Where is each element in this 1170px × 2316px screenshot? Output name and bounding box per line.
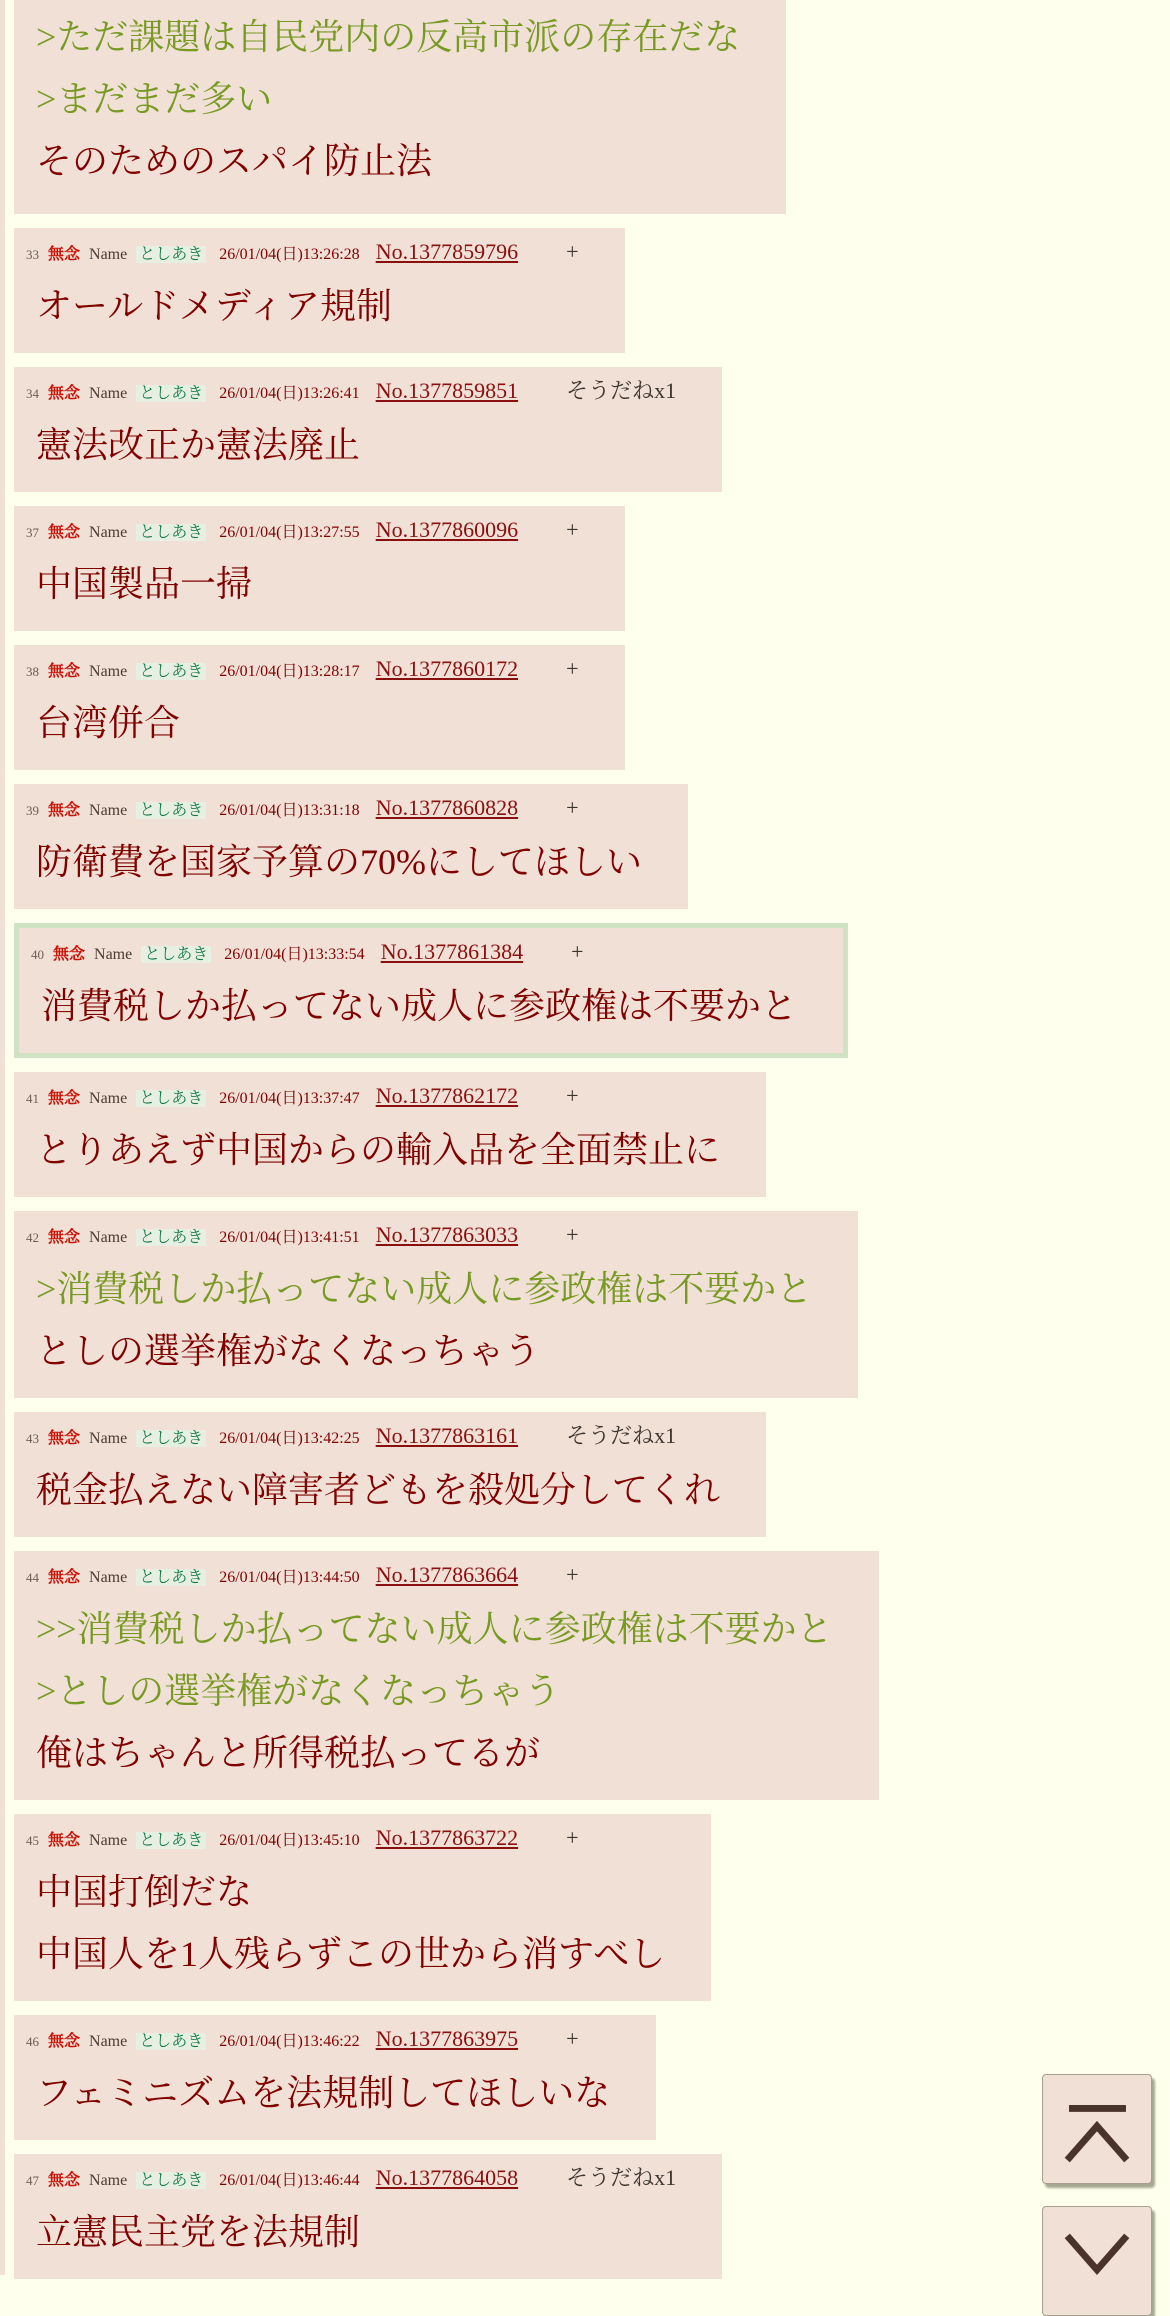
post-header	[26, 1080, 720, 1115]
post	[14, 645, 625, 770]
post-text-line: 消費税しか払ってない成人に参政権は不要かと	[41, 986, 798, 1026]
post-number-link[interactable]: No.1377860096	[375, 517, 519, 542]
post-header	[26, 514, 579, 549]
post-subject: 無念	[48, 385, 81, 402]
post-number-link[interactable]: No.1377863975	[375, 2026, 519, 2051]
post-index: 41	[26, 1091, 39, 1106]
name-label: Name	[89, 1229, 128, 1246]
post-row	[14, 1211, 1170, 1398]
post-index: 34	[26, 386, 39, 401]
post-subject: 無念	[48, 246, 81, 263]
post	[14, 1814, 711, 2001]
post-body	[31, 975, 797, 1037]
post-row	[14, 1072, 1170, 1197]
poster-name: としあき	[136, 663, 206, 680]
sodane-button[interactable]: +	[566, 517, 579, 542]
post-text-line: 中国打倒だな	[36, 1872, 253, 1912]
post-index: 43	[26, 1431, 39, 1446]
post-index: 44	[26, 1570, 39, 1585]
post-text-line: >まだまだ多い	[36, 79, 273, 119]
post	[14, 367, 722, 492]
post-text-line: >ただ課題は自民党内の反高市派の存在だな	[36, 17, 741, 57]
sodane-button[interactable]: そうだねx1	[566, 2165, 677, 2190]
name-label: Name	[89, 663, 128, 680]
post-text-line: 俺はちゃんと所得税払ってるが	[36, 1733, 541, 1773]
post-header	[26, 375, 676, 410]
poster-name: としあき	[136, 1090, 206, 1107]
post-date: 26/01/04(日)13:41:51	[219, 1229, 360, 1246]
post-number-link[interactable]: No.1377859851	[375, 378, 519, 403]
post-text-line: >としの選挙権がなくなっちゃう	[36, 1671, 561, 1711]
post-date: 26/01/04(日)13:26:41	[219, 385, 360, 402]
post-date: 26/01/04(日)13:44:50	[219, 1569, 360, 1586]
post-number-link[interactable]: No.1377861384	[380, 939, 524, 964]
poster-name: としあき	[136, 524, 206, 541]
post-date: 26/01/04(日)13:45:10	[219, 1832, 360, 1849]
poster-name: としあき	[141, 946, 211, 963]
post-partial	[14, 0, 786, 214]
post	[14, 1412, 766, 1537]
post-body	[26, 1119, 720, 1181]
poster-name: としあき	[136, 246, 206, 263]
scroll-bottom-icon	[1043, 2207, 1151, 2315]
post-subject: 無念	[48, 802, 81, 819]
post-number-link[interactable]: No.1377860828	[375, 795, 519, 820]
post-header	[26, 1822, 665, 1857]
post-subject: 無念	[48, 1832, 81, 1849]
sodane-button[interactable]: そうだねx1	[566, 378, 677, 403]
name-label: Name	[89, 2172, 128, 2189]
post-date: 26/01/04(日)13:42:25	[219, 1430, 360, 1447]
sodane-button[interactable]: +	[566, 656, 579, 681]
post	[14, 1551, 879, 1800]
post-text-line: 中国製品一掃	[36, 564, 253, 604]
post-row	[14, 228, 1170, 353]
post-row	[14, 923, 1170, 1058]
poster-name: としあき	[136, 2033, 206, 2050]
post-date: 26/01/04(日)13:28:17	[219, 663, 360, 680]
sodane-button[interactable]: +	[566, 795, 579, 820]
post-number-link[interactable]: No.1377860172	[375, 656, 519, 681]
post-header	[26, 1219, 812, 1254]
scroll-to-bottom-button[interactable]	[1042, 2206, 1152, 2316]
sodane-button[interactable]: +	[566, 1083, 579, 1108]
post-date: 26/01/04(日)13:46:22	[219, 2033, 360, 2050]
post-body	[26, 692, 579, 754]
post	[14, 784, 688, 909]
name-label: Name	[89, 1430, 128, 1447]
post-number-link[interactable]: No.1377859796	[375, 239, 519, 264]
poster-name: としあき	[136, 385, 206, 402]
post-header	[26, 1420, 720, 1455]
name-label: Name	[89, 1090, 128, 1107]
post-body	[26, 2201, 676, 2263]
post-number-link[interactable]: No.1377863161	[375, 1423, 519, 1448]
post-date: 26/01/04(日)13:37:47	[219, 1090, 360, 1107]
post-text-line: 立憲民主党を法規制	[36, 2212, 361, 2252]
post	[14, 1211, 858, 1398]
post-text-line: 憲法改正か憲法廃止	[36, 425, 361, 465]
post-number-link[interactable]: No.1377863033	[375, 1222, 519, 1247]
post-row	[14, 2154, 1170, 2279]
post-text-line: フェミニズムを法規制してほしいな	[36, 2073, 611, 2113]
post-header	[26, 1559, 833, 1594]
post-subject: 無念	[48, 1090, 81, 1107]
name-label: Name	[89, 802, 128, 819]
post-header	[26, 653, 579, 688]
post-subject: 無念	[48, 1430, 81, 1447]
post-date: 26/01/04(日)13:26:28	[219, 246, 360, 263]
scroll-top-icon	[1043, 2075, 1151, 2183]
post-index: 47	[26, 2173, 39, 2188]
post-index: 33	[26, 247, 39, 262]
post-row	[14, 506, 1170, 631]
post-text-line: 台湾併合	[36, 703, 181, 743]
poster-name: としあき	[136, 1832, 206, 1849]
post-text-line: オールドメディア規制	[36, 286, 393, 326]
post	[14, 923, 848, 1058]
post-number-link[interactable]: No.1377863664	[375, 1562, 519, 1587]
post-subject: 無念	[48, 663, 81, 680]
post-body	[26, 414, 676, 476]
post-text-line: >>消費税しか払ってない成人に参政権は不要かと	[36, 1609, 833, 1649]
sodane-button[interactable]: そうだねx1	[566, 1423, 677, 1448]
post-header	[31, 936, 797, 971]
post-body	[26, 2062, 610, 2124]
post-text-line: そのためのスパイ防止法	[36, 141, 433, 181]
sodane-button[interactable]: +	[566, 1562, 579, 1587]
post-index: 39	[26, 803, 39, 818]
post-number-link[interactable]: No.1377864058	[375, 2165, 519, 2190]
post-number-link[interactable]: No.1377862172	[375, 1083, 519, 1108]
post-body	[26, 6, 740, 192]
name-label: Name	[89, 1832, 128, 1849]
post-date: 26/01/04(日)13:46:44	[219, 2172, 360, 2189]
post-index: 42	[26, 1230, 39, 1245]
post-subject: 無念	[48, 524, 81, 541]
post-text-line: とりあえず中国からの輸入品を全面禁止に	[36, 1130, 721, 1170]
name-label: Name	[89, 524, 128, 541]
post-subject: 無念	[48, 2172, 81, 2189]
poster-name: としあき	[136, 1229, 206, 1246]
post-body	[26, 1258, 812, 1382]
post-index: 38	[26, 664, 39, 679]
post-text-line: >消費税しか払ってない成人に参政権は不要かと	[36, 1269, 813, 1309]
sodane-button[interactable]: +	[571, 939, 584, 964]
post-row	[14, 645, 1170, 770]
sodane-button[interactable]: +	[566, 1825, 579, 1850]
sodane-button[interactable]: +	[566, 1222, 579, 1247]
name-label: Name	[89, 246, 128, 263]
post-row	[14, 1551, 1170, 1800]
post-text-line: としの選挙権がなくなっちゃう	[36, 1331, 541, 1371]
post-row	[14, 2015, 1170, 2140]
post	[14, 2154, 722, 2279]
post	[14, 506, 625, 631]
page-left-border	[0, 0, 5, 2275]
post-index: 45	[26, 1833, 39, 1848]
poster-name: としあき	[136, 1569, 206, 1586]
post	[14, 228, 625, 353]
post	[14, 1072, 766, 1197]
post-body	[26, 1861, 665, 1985]
sodane-button[interactable]: +	[566, 2026, 579, 2051]
poster-name: としあき	[136, 802, 206, 819]
post-number-link[interactable]: No.1377863722	[375, 1825, 519, 1850]
name-label: Name	[94, 946, 133, 963]
post-header	[26, 2162, 676, 2197]
post-index: 46	[26, 2034, 39, 2049]
name-label: Name	[89, 385, 128, 402]
post-date: 26/01/04(日)13:31:18	[219, 802, 360, 819]
post-index: 40	[31, 947, 44, 962]
post-row	[14, 1814, 1170, 2001]
post-text-line: 防衛費を国家予算の70%にしてほしい	[36, 842, 642, 882]
post-row	[14, 367, 1170, 492]
post-row	[14, 784, 1170, 909]
post-subject: 無念	[48, 1569, 81, 1586]
post-text-line: 税金払えない障害者どもを殺処分してくれ	[36, 1470, 721, 1510]
scroll-to-top-button[interactable]	[1042, 2074, 1152, 2184]
post-body	[26, 275, 579, 337]
post-subject: 無念	[53, 946, 86, 963]
post-header	[26, 792, 642, 827]
post-date: 26/01/04(日)13:27:55	[219, 524, 360, 541]
name-label: Name	[89, 1569, 128, 1586]
post-body	[26, 1459, 720, 1521]
post-row	[14, 1412, 1170, 1537]
poster-name: としあき	[136, 2172, 206, 2189]
post-header	[26, 236, 579, 271]
post-subject: 無念	[48, 2033, 81, 2050]
sodane-button[interactable]: +	[566, 239, 579, 264]
post-date: 26/01/04(日)13:33:54	[224, 946, 365, 963]
post	[14, 2015, 656, 2140]
post-body	[26, 553, 579, 615]
post-row	[14, 0, 1170, 214]
name-label: Name	[89, 2033, 128, 2050]
post-text-line: 中国人を1人残らずこの世から消すべし	[36, 1934, 666, 1974]
post-header	[26, 2023, 610, 2058]
post-index: 37	[26, 525, 39, 540]
poster-name: としあき	[136, 1430, 206, 1447]
post-list	[14, 228, 1170, 2279]
post-body	[26, 1598, 833, 1784]
post-subject: 無念	[48, 1229, 81, 1246]
post-body	[26, 831, 642, 893]
